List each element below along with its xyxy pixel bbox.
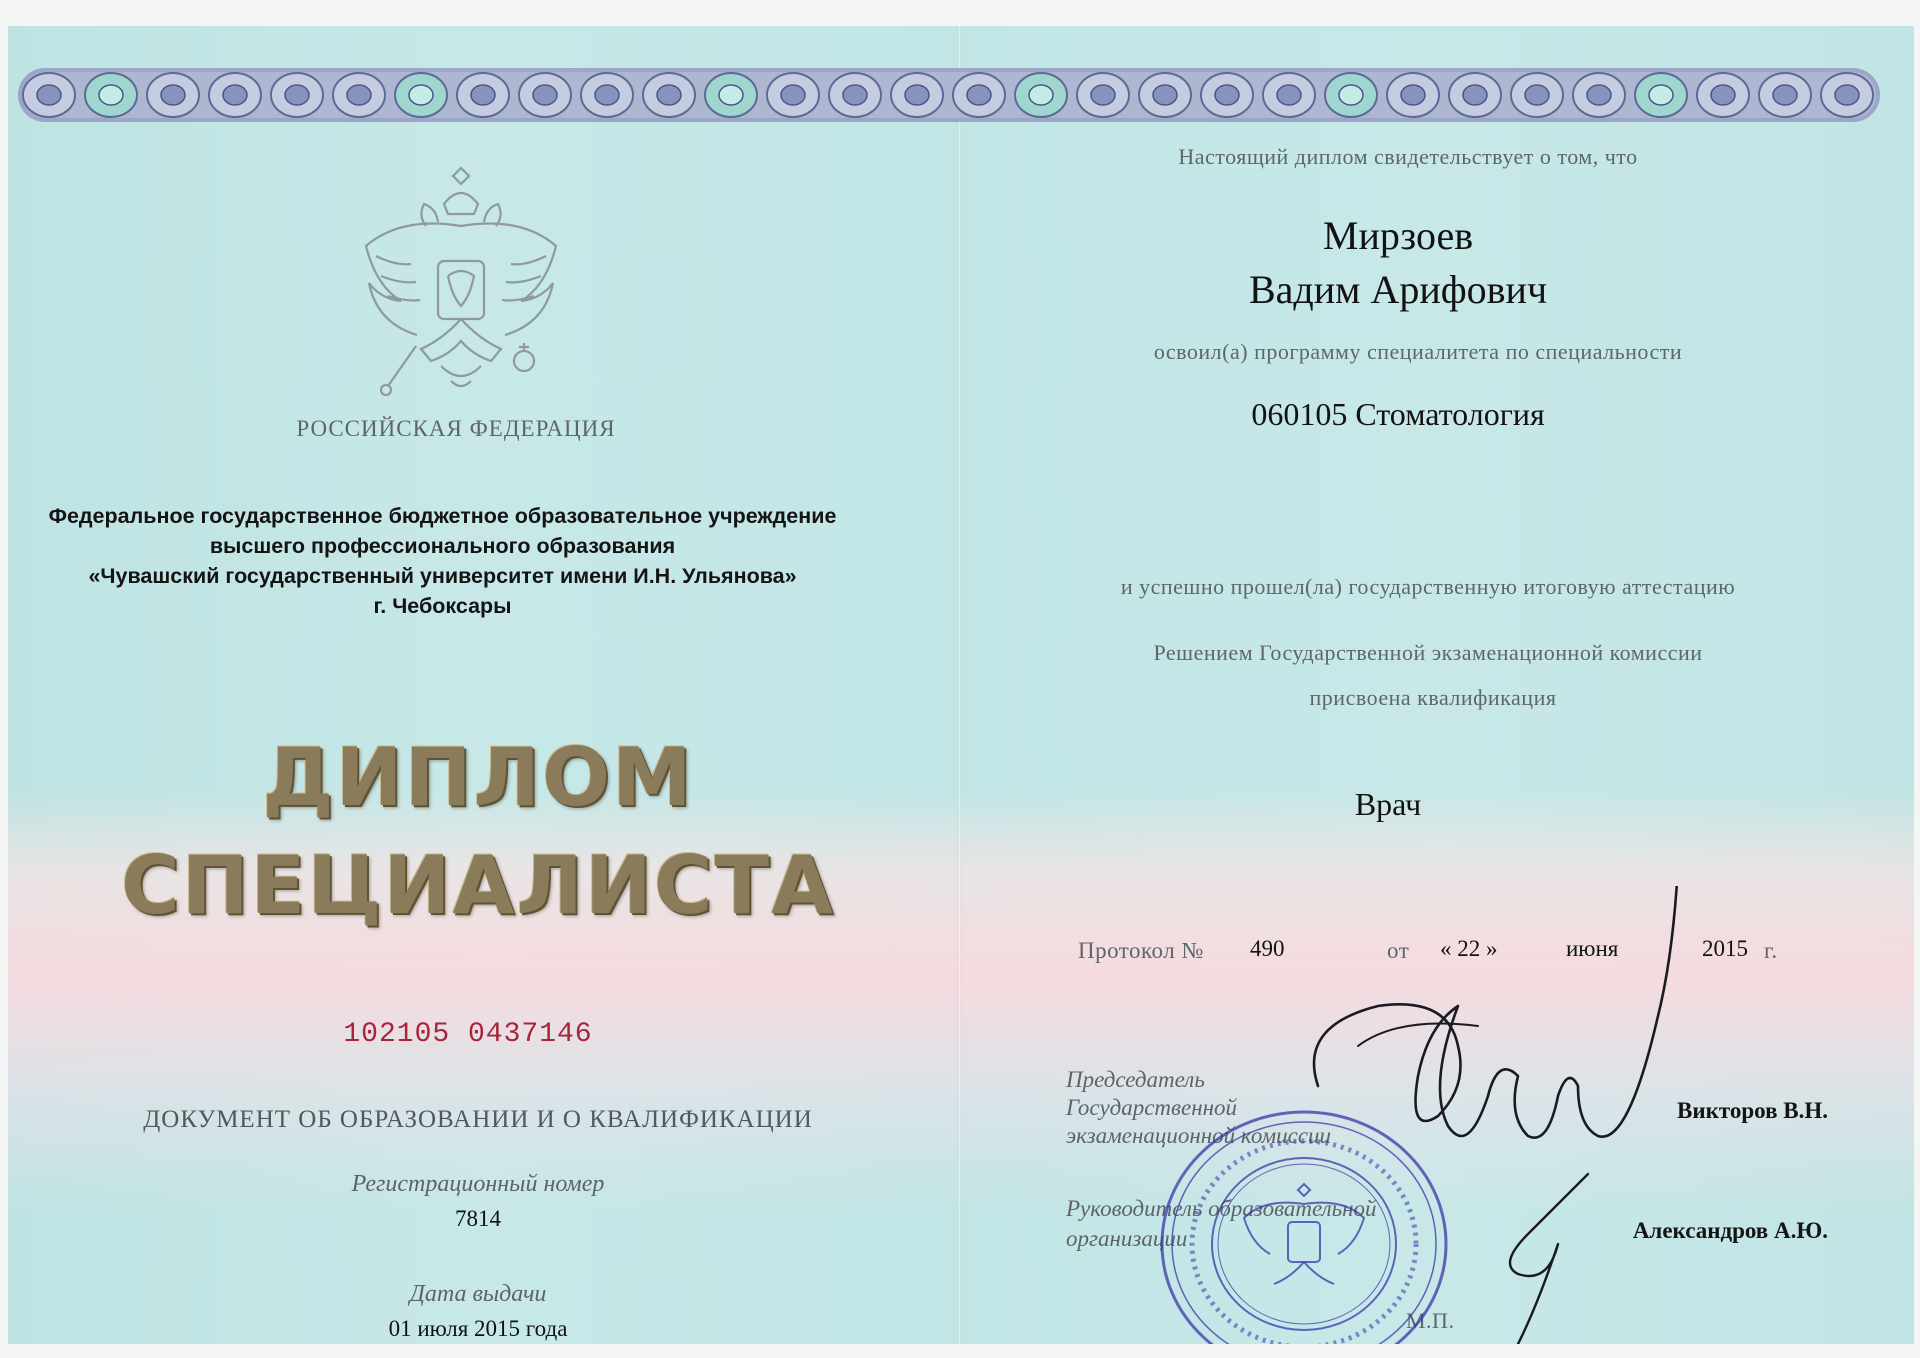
chairman-title-line: экзаменационной комиссии [1066,1123,1332,1148]
diploma-title-line2: СПЕЦИАЛИСТА [121,839,835,932]
ornament-medallion-core [967,85,991,105]
specialty: 060105 Стоматология [1251,396,1545,432]
issue-date: 01 июля 2015 года [388,1316,568,1341]
serial-number: 102105 0437146 [343,1019,593,1050]
head-name: Александров А.Ю. [1632,1218,1828,1243]
ornament-medallion-core [905,85,929,105]
ornament-medallion-core [1649,85,1673,105]
institution-city: г. Чебоксары [373,594,512,618]
ornament-medallion-core [223,85,247,105]
head-title-line: Руководитель образовательной [1066,1196,1377,1221]
ornament-medallion-core [161,85,185,105]
ornament-medallion-core [1773,85,1797,105]
ornament-medallion-core [719,85,743,105]
graduate-given-names: Вадим Арифович [1248,267,1548,312]
institution-line: Федеральное государственное бюджетное образовательное учреждение [48,504,837,528]
institution-line: «Чувашский государственный университет имени И.Н. Ульянова» [88,564,797,588]
ornament-medallion-core [781,85,805,105]
ornament-medallion-core [37,85,61,105]
official-seal-stamp [1154,1104,1454,1344]
protocol-from: от [1387,938,1410,963]
decision-text-line1: Решением Государственной экзаменационной комиссии [1153,640,1703,665]
ornament-medallion-core [409,85,433,105]
diploma-title-line1: ДИПЛОМ [262,731,694,824]
ornament-medallion-core [595,85,619,105]
ornament-medallion-core [1835,85,1859,105]
head-title-line: организации [1066,1226,1188,1251]
ornament-medallion-core [843,85,867,105]
protocol-day: « 22 » [1440,936,1498,961]
attestation-text: и успешно прошел(ла) государственную итоговую аттестацию [1120,574,1736,599]
qualification: Врач [1354,786,1422,822]
issue-date-label: Дата выдачи [409,1281,547,1307]
ornament-medallion-core [1153,85,1177,105]
coat-of-arms-emblem [356,166,566,406]
ornament-medallion-core [347,85,371,105]
ornament-medallion-core [1029,85,1053,105]
ornament-medallion-core [1463,85,1487,105]
ornament-medallion-core [285,85,309,105]
protocol-label: Протокол № [1078,938,1204,963]
stamp-place-label: М.П. [1406,1308,1455,1333]
ornament-medallion-core [1277,85,1301,105]
ornament-medallion-core [1215,85,1239,105]
protocol-month: июня [1566,936,1619,961]
protocol-number: 490 [1250,936,1285,961]
protocol-year: 2015 [1702,936,1748,961]
fold-line [957,26,962,1344]
registration-number-label: Регистрационный номер [351,1171,605,1197]
diploma-document [8,26,1914,1344]
ghost-title-watermark [188,636,748,726]
document-type: ДОКУМЕНТ ОБ ОБРАЗОВАНИИ И О КВАЛИФИКАЦИИ [143,1106,813,1133]
ornament-medallion-core [1587,85,1611,105]
chairman-title-line: Председатель [1066,1067,1205,1092]
ornament-medallion-core [471,85,495,105]
certifies-text: Настоящий диплом свидетельствует о том, что [1178,144,1638,169]
institution-line: высшего профессионального образования [209,534,676,558]
protocol-year-suffix: г. [1764,938,1778,963]
ornament-medallion-core [1339,85,1363,105]
ornamental-border [18,64,1880,126]
ornament-medallion-core [657,85,681,105]
institution-name [20,501,865,621]
ornament-medallion-core [1091,85,1115,105]
chairman-title-line: Государственной [1066,1095,1238,1120]
chairman-name: Викторов В.Н. [1677,1098,1828,1123]
ornament-medallion-core [99,85,123,105]
decision-text-line2: присвоена квалификация [1309,685,1557,710]
program-text: освоил(а) программу специалитета по специальности [1153,339,1683,364]
ornament-medallion-core [1711,85,1735,105]
ornament-medallion-core [1525,85,1549,105]
ornament-medallion-core [1401,85,1425,105]
federation-label: РОССИЙСКАЯ ФЕДЕРАЦИЯ [296,416,616,441]
ornament-medallion-core [533,85,557,105]
registration-number: 7814 [455,1206,501,1231]
graduate-surname: Мирзоев [1322,213,1474,258]
